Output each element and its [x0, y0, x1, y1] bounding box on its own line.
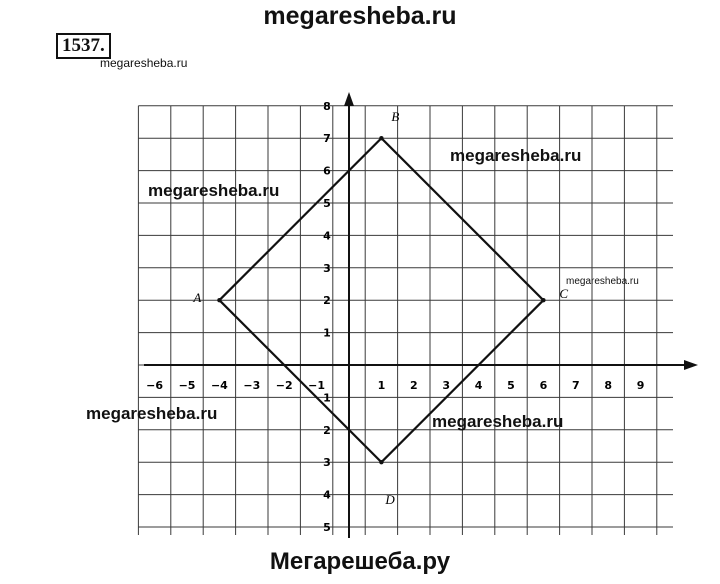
- y-tick-label: 6: [323, 164, 331, 178]
- x-tick-label: 7: [571, 379, 580, 392]
- vertex-point: [379, 136, 383, 140]
- x-tick-label: 4: [474, 379, 483, 392]
- x-tick-label: −6: [146, 379, 164, 392]
- axes: [144, 92, 698, 538]
- x-axis-arrow: [684, 360, 698, 370]
- x-tick-label: −2: [275, 379, 293, 392]
- x-tick-label: 9: [636, 379, 645, 392]
- y-tick-label: 3: [323, 456, 331, 470]
- y-tick-label: 1: [323, 326, 331, 340]
- y-tick-label: 8: [323, 99, 331, 113]
- x-tick-label: 5: [507, 379, 515, 392]
- x-tick-label: 6: [539, 379, 548, 392]
- y-tick-label: 2: [323, 423, 331, 437]
- vertex-label: B: [391, 109, 400, 125]
- y-tick-label: 1: [323, 391, 331, 405]
- y-tick-label: 4: [323, 229, 331, 243]
- vertex-point: [217, 298, 221, 302]
- vertex-labels: [192, 109, 568, 507]
- vertex-label: D: [385, 492, 395, 508]
- vertex-point: [379, 460, 383, 464]
- vertex-label: A: [193, 290, 202, 306]
- x-tick-label: −4: [210, 379, 228, 392]
- y-tick-label: 5: [323, 197, 331, 210]
- bottom-watermark: Мегарешеба.ру: [269, 548, 451, 575]
- y-tick-label: 2: [323, 294, 331, 308]
- grid: [138, 106, 673, 535]
- overlay-watermark: megaresheba.ru: [86, 404, 218, 423]
- x-tick-label: −5: [178, 379, 196, 392]
- overlay-watermark: megaresheba.ru: [450, 146, 582, 165]
- overlay-watermark: megaresheba.ru: [148, 181, 280, 200]
- vertex-point: [541, 298, 545, 302]
- x-tick-label: 8: [604, 379, 613, 392]
- y-tick-label: 7: [323, 132, 331, 146]
- problem-number: 1537.: [56, 33, 111, 59]
- y-tick-label: 4: [323, 488, 331, 502]
- vertex-label: C: [559, 286, 569, 302]
- x-tick-label: 1: [377, 379, 386, 392]
- x-tick-label: 2: [409, 379, 418, 392]
- small-watermark: megaresheba.ru: [100, 56, 188, 70]
- top-watermark: megaresheba.ru: [263, 2, 457, 30]
- y-axis-arrow: [344, 92, 354, 106]
- overlay-watermark: megaresheba.ru: [566, 276, 639, 287]
- overlay-watermark: megaresheba.ru: [432, 412, 564, 431]
- y-tick-label: 5: [323, 521, 331, 534]
- x-tick-label: 3: [442, 379, 451, 392]
- x-tick-label: −1: [308, 379, 326, 392]
- x-tick-label: −3: [243, 379, 261, 392]
- y-tick-label: 3: [323, 261, 331, 275]
